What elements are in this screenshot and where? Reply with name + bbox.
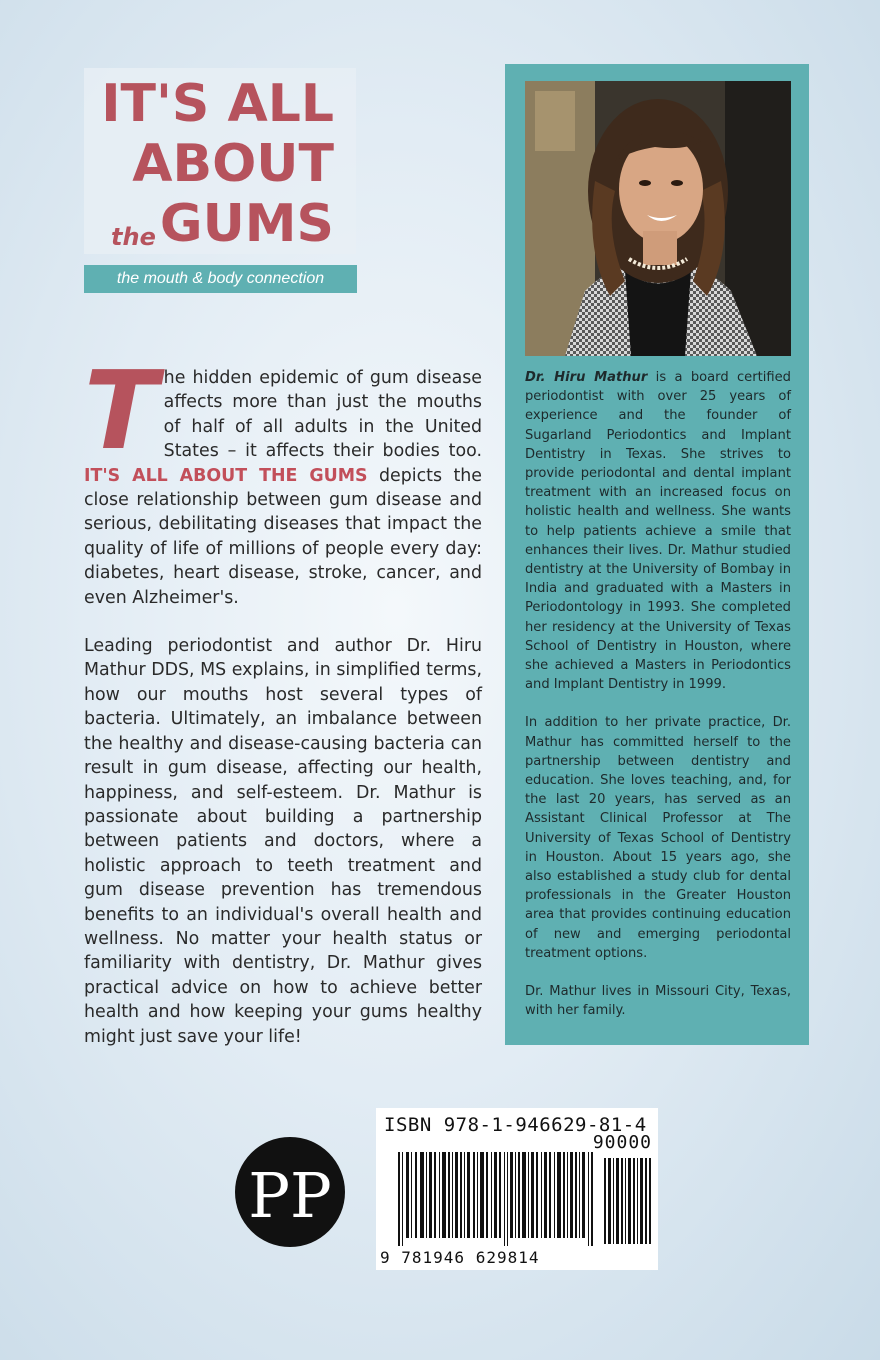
isbn-barcode xyxy=(376,1108,658,1270)
blurb-title-highlight: IT'S ALL ABOUT THE GUMS xyxy=(84,465,368,486)
blurb-paragraph-2: Leading periodontist and author Dr. Hiru Mathur DDS, MS explains, in simplified terms, how our mouths host several types of bacteria. Ultimately, an imbalance between the healthy and disease-causing bacteria can result in gum disease, affecting our health, happiness, and self-esteem. Dr. Mathur is passionate about building a partnership between patients and doctors, where a holistic approach to teeth treatment and gum disease prevention has tremendous benefits to an individual's overall health and wellness. No matter your health status or familiarity with dentistry, Dr. Mathur gives practical advice on how to achieve better health and how keeping your gums healthy might just save your life! xyxy=(84,636,482,1047)
author-portrait-illustration xyxy=(525,81,791,356)
drop-cap: T xyxy=(84,349,158,474)
ean-digits: 9 781946 629814 xyxy=(380,1248,540,1267)
author-name: Dr. Hiru Mathur xyxy=(525,370,648,385)
title-line-2: ABOUT xyxy=(132,134,334,194)
bio-p1-rest: is a board certified periodontist with over 25 years of experience and the founder of Sugarland Periodontics and Implant Dentistry in Texas. She strives to provide periodontal and dental implant treatment with an increased focus on holistic health and wellness. She wants to help patients achieve a smile that enhances their lives. Dr. Mathur studied dentistry at the University of Bombay in India and graduated with a Masters in Periodontology in 1993. She completed her residency at the University of Texas School of Dentistry in Houston, where she achieved a Masters in Periodontics and Implant Dentistry in 1999. xyxy=(525,370,791,693)
isbn-number: ISBN 978-1-946629-81-4 xyxy=(384,1114,647,1136)
barcode-bars xyxy=(376,1108,658,1270)
price-code: 90000 xyxy=(592,1132,652,1153)
book-blurb xyxy=(84,349,482,1073)
blurb-p1-end: depicts the close relationship between gum disease and serious, debilitating diseases that impact the quality of life of millions of people every day: diabetes, heart disease, stroke, cancer, and even Alzheimer's. xyxy=(84,465,482,608)
bio-paragraph-2: In addition to her private practice, Dr. Mathur has committed herself to the partnership between dentistry and education. She loves teaching, and, for the last 20 years, has served as an Assistant Clinical Professor at The University of Texas School of Dentistry in Houston. About 15 years ago, she also established a study club for dental professionals in the Greater Houston area that provides continuing education of new and emerging periodontal treatment options. xyxy=(525,715,791,961)
author-bio-panel xyxy=(505,64,809,1045)
cover-title xyxy=(84,68,356,254)
title-line-3 xyxy=(111,194,334,267)
tagline-banner: the mouth & body connection xyxy=(84,265,357,293)
bio-paragraph-1 xyxy=(525,368,791,694)
blurb-p1-start: he hidden epidemic of gum disease affects more than just the mouths of half of all adults in the United States – it affects their bodies too. xyxy=(163,368,482,462)
blurb-paragraph-1 xyxy=(84,349,482,610)
title-gums: GUMS xyxy=(159,194,334,254)
publisher-logo-letters: PP xyxy=(248,1159,332,1232)
author-photo xyxy=(525,81,791,356)
bio-paragraph-3: Dr. Mathur lives in Missouri City, Texas, with her family. xyxy=(525,984,791,1019)
title-line-1: IT'S ALL xyxy=(101,74,334,134)
publisher-logo-icon xyxy=(235,1137,345,1247)
author-bio-text xyxy=(525,368,791,1040)
title-the: the xyxy=(111,223,156,251)
